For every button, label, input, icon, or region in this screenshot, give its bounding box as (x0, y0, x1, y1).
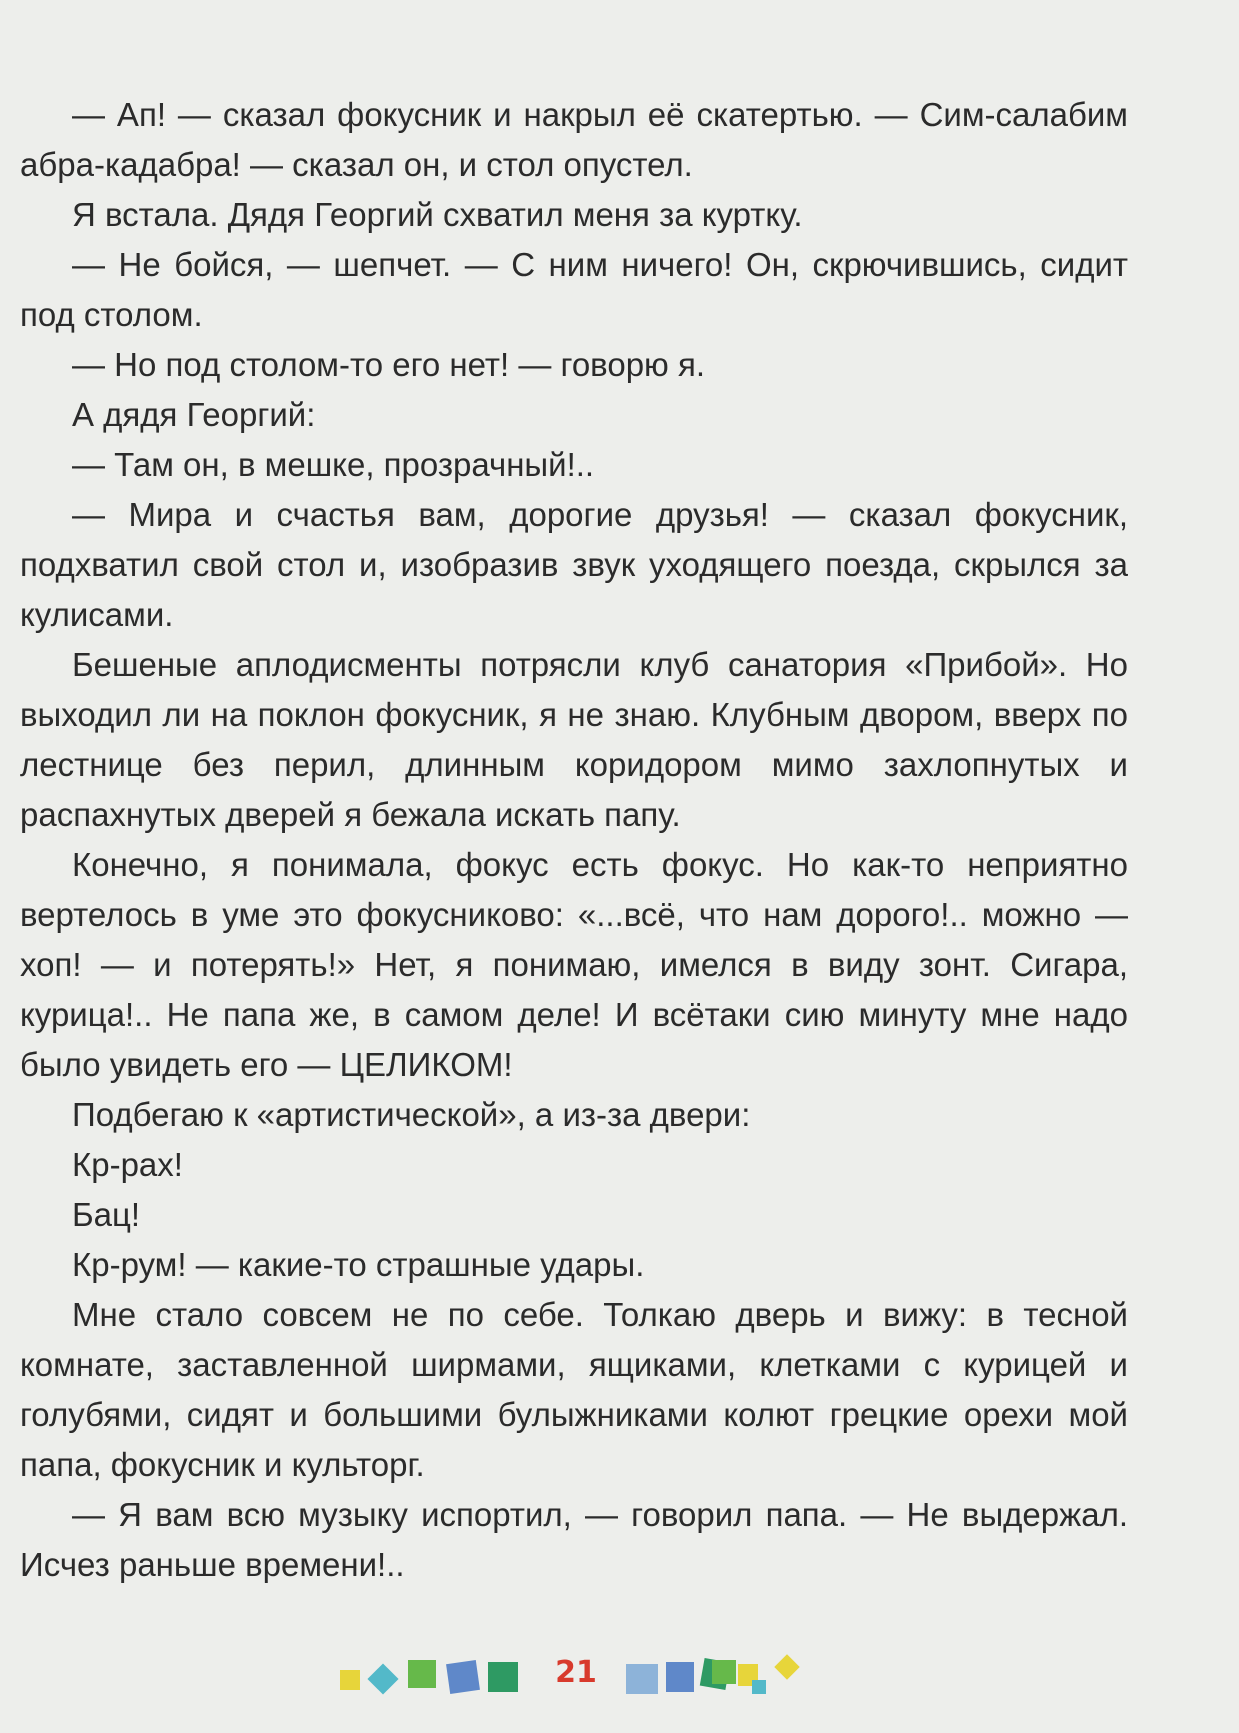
decor-square-icon (626, 1664, 658, 1694)
paragraph: — Я вам всю музыку испортил, — говорил папа. — Не выдержал. Исчез раньше времени!.. (20, 1496, 1128, 1583)
paragraph: Кр-рум! — какие-то страшные удары. (72, 1246, 645, 1283)
paragraph: Подбегаю к «артистической», а из-за двери: (72, 1096, 751, 1133)
decor-square-icon (752, 1680, 766, 1694)
story-page (20, 90, 1128, 1590)
decor-square-icon (446, 1660, 480, 1694)
decor-diamond-icon (367, 1663, 398, 1694)
page-number: 21 (555, 1655, 597, 1690)
paragraph: — Но под столом-то его нет! — говорю я. (72, 346, 706, 383)
decor-square-icon (408, 1660, 436, 1688)
decor-square-icon (340, 1670, 360, 1690)
decor-square-icon (666, 1662, 694, 1692)
paragraph: — Не бойся, — шепчет. — С ним ничего! Он, скрючившись, сидит под столом. (20, 246, 1128, 333)
paragraph: Я встала. Дядя Георгий схватил меня за куртку. (72, 196, 803, 233)
paragraph: Мне стало совсем не по себе. Толкаю дверь и вижу: в тесной комнате, заставленной ширмами, ящиками, клетками с курицей и голубями, сидят и большими булыжниками колют грецкие орехи мой папа, фокусник и культорг. (20, 1296, 1128, 1483)
paragraph: — Ап! — сказал фокусник и накрыл её скатертью. — Сим-салабим абра-кадабра! — сказал он, и стол опустел. (20, 96, 1128, 183)
decor-square-icon (488, 1662, 518, 1692)
paragraph: Бац! (72, 1196, 141, 1233)
paragraph: — Мира и счастья вам, дорогие друзья! — сказал фокусник, подхватил свой стол и, изобразив звук уходящего поезда, скрылся за кулисами. (20, 496, 1128, 633)
paragraph: Конечно, я понимала, фокус есть фокус. Но как-то неприятно вертелось в уме это фокусниково: «...всё, что нам дорого!.. можно — хоп! — и потерять!» Нет, я понимаю, имелся в виду зонт. Сигара, курица!.. Не папа же, в самом деле! И всётаки сию минуту мне надо было увидеть его — ЦЕЛИКОМ! (20, 846, 1128, 1083)
decor-diamond-icon (774, 1654, 799, 1679)
paragraph: Бешеные аплодисменты потрясли клуб санатория «Прибой». Но выходил ли на поклон фокусник, я не знаю. Клубным двором, вверх по лестнице без перил, длинным коридором мимо захлопнутых и распахнутых дверей я бежала искать папу. (20, 646, 1128, 833)
decor-square-icon (712, 1660, 736, 1684)
page-footer (0, 1652, 1239, 1702)
paragraph: — Там он, в мешке, прозрачный!.. (72, 446, 595, 483)
paragraph: Кр-рах! (72, 1146, 183, 1183)
paragraph: А дядя Георгий: (72, 396, 316, 433)
